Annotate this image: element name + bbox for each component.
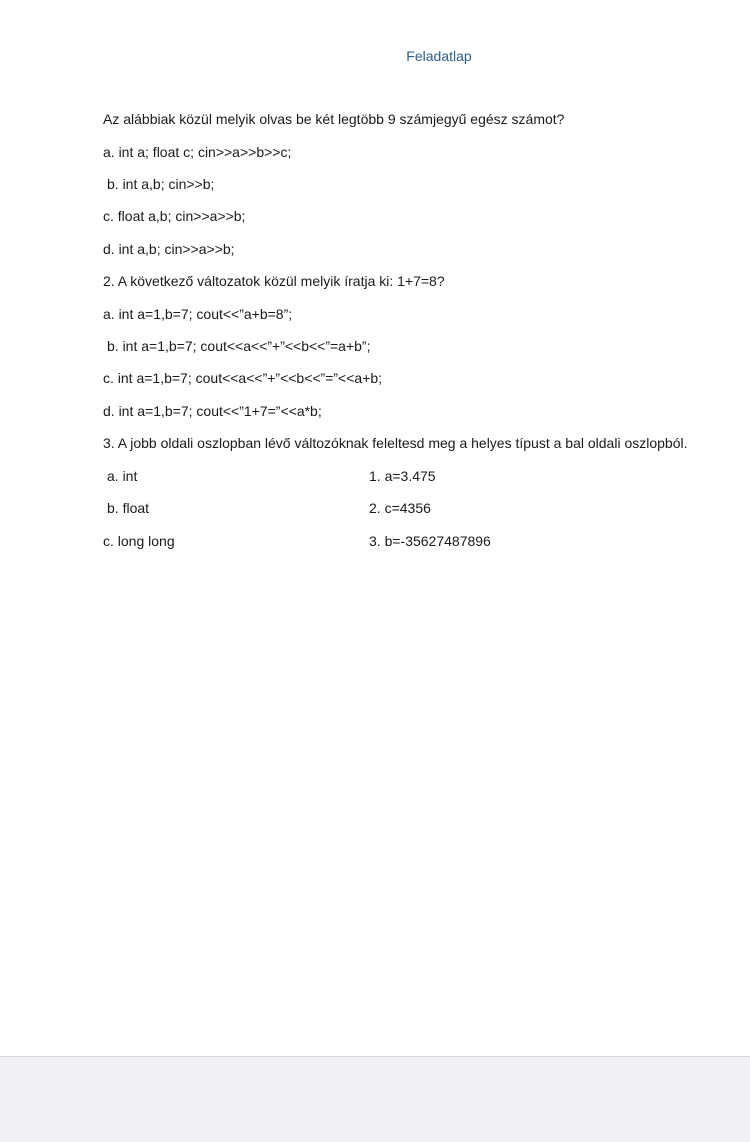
q1-option-c: c. float a,b; cin>>a>>b; bbox=[103, 208, 246, 224]
q3-variable-3: 3. b=-35627487896 bbox=[369, 533, 491, 549]
q3-type-c: c. long long bbox=[103, 533, 175, 549]
question-2: 2. A következő változatok közül melyik íratja ki: 1+7=8? bbox=[103, 273, 445, 289]
question-1: Az alábbiak közül melyik olvas be két legtöbb 9 számjegyű egész számot? bbox=[103, 111, 565, 127]
q2-option-b: b. int a=1,b=7; cout<<a<<”+”<<b<<”=a+b”; bbox=[107, 338, 371, 354]
q3-type-b: b. float bbox=[107, 500, 150, 516]
page-title: Feladatlap bbox=[406, 48, 472, 64]
q1-option-d: d. int a,b; cin>>a>>b; bbox=[103, 241, 235, 257]
q2-option-c: c. int a=1,b=7; cout<<a<<”+”<<b<<”=”<<a+b; bbox=[103, 370, 383, 386]
question-3: 3. A jobb oldali oszlopban lévő változóknak feleltesd meg a helyes típust a bal oldali oszlopból. bbox=[103, 435, 688, 451]
q3-variable-1: 1. a=3.475 bbox=[369, 468, 436, 484]
q2-option-d: d. int a=1,b=7; cout<<”1+7=”<<a*b; bbox=[103, 403, 322, 419]
q3-type-a: a. int bbox=[107, 468, 138, 484]
q1-option-b: b. int a,b; cin>>b; bbox=[107, 176, 215, 192]
q1-option-a: a. int a; float c; cin>>a>>b>>c; bbox=[103, 144, 292, 160]
q2-option-a: a. int a=1,b=7; cout<<”a+b=8”; bbox=[103, 306, 293, 322]
q3-variable-2: 2. c=4356 bbox=[369, 500, 431, 516]
